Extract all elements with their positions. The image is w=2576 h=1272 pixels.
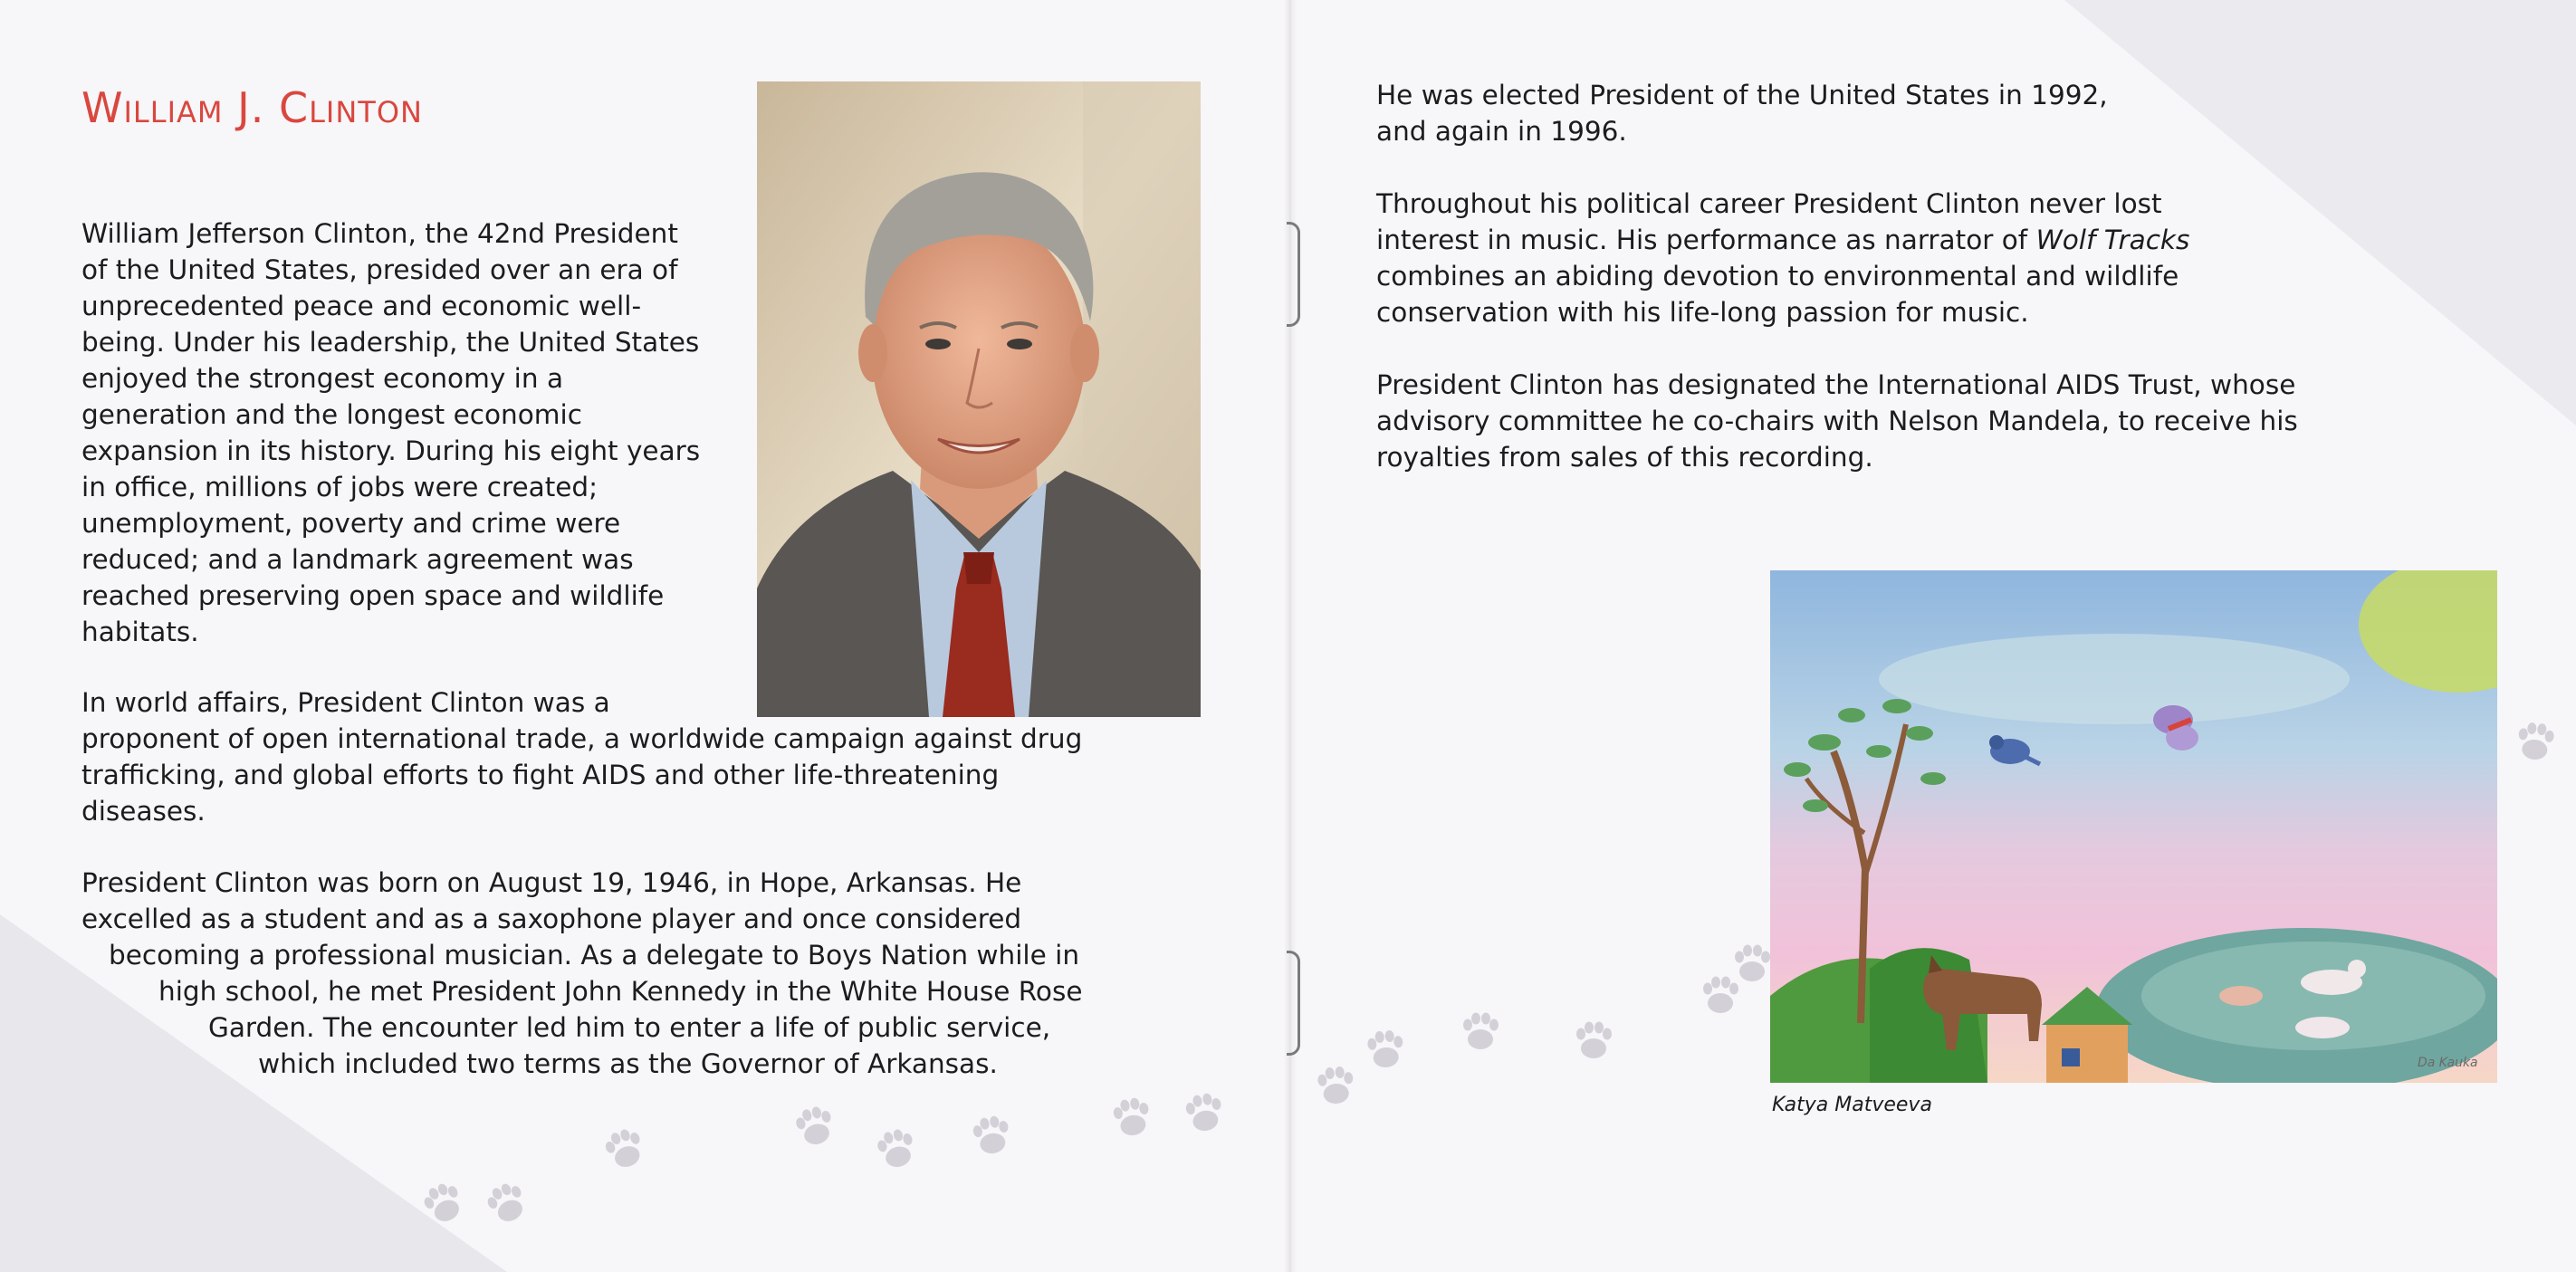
text-line: President Clinton has designated the International AIDS Trust, whose (1376, 369, 2296, 400)
text-line: Throughout his political career President Clinton never lost (1376, 188, 2162, 219)
text-line: habitats. (81, 617, 199, 647)
bio-paragraph-5 (1376, 186, 2189, 330)
text-line: reached preserving open space and wildlife (81, 580, 665, 611)
text-line: reduced; and a landmark agreement was (81, 544, 634, 575)
svg-text:Da Kauka: Da Kauka (2418, 1056, 2478, 1070)
portrait-photo (757, 81, 1201, 717)
staple-bottom (1287, 951, 1300, 1056)
painting-caption: Katya Matveeva (1772, 1094, 1932, 1116)
text-line: being. Under his leadership, the United States (81, 327, 700, 358)
text-line: trafficking, and global efforts to fight AIDS and other life-threatening (81, 760, 1000, 790)
staple-top (1287, 222, 1300, 327)
text-line: combines an abiding devotion to environmental and wildlife (1376, 261, 2179, 292)
text-line: expansion in its history. During his eight years (81, 435, 701, 466)
text-line: enjoyed the strongest economy in a (81, 363, 564, 394)
text-line: high school, he met President John Kennedy in the White House Rose (158, 976, 1083, 1007)
text-line: royalties from sales of this recording. (1376, 442, 1873, 473)
album-title: Wolf Tracks (2035, 225, 2190, 255)
text-line: in office, millions of jobs were created; (81, 472, 599, 502)
book-gutter (1284, 0, 1297, 1272)
text-line: In world affairs, President Clinton was a (81, 687, 610, 718)
text-line: becoming a professional musician. As a delegate to Boys Nation while in (109, 940, 1080, 971)
text-line: unemployment, poverty and crime were (81, 508, 621, 539)
bio-paragraph-4 (1376, 77, 2108, 149)
text-line: of the United States, presided over an era of (81, 254, 678, 285)
text-line: and again in 1996. (1376, 116, 1627, 147)
text-line: diseases. (81, 796, 206, 827)
text-line: excelled as a student and as a saxophone player and once considered (81, 904, 1022, 934)
text-line: advisory committee he co-chairs with Nelson Mandela, to receive his (1376, 406, 2298, 436)
page-title: William J. Clinton (81, 83, 423, 132)
text-line (1376, 222, 2189, 258)
text-line: William Jefferson Clinton, the 42nd President (81, 218, 678, 249)
text-line: He was elected President of the United States in 1992, (1376, 80, 2108, 110)
text-line: unprecedented peace and economic well- (81, 291, 642, 321)
text-segment: interest in music. His performance as narrator of (1376, 225, 2036, 255)
text-line: generation and the longest economic (81, 399, 582, 430)
text-line: which included two terms as the Governor of Arkansas. (258, 1048, 998, 1079)
child-painting (1770, 570, 2497, 1083)
text-line: President Clinton was born on August 19, 1946, in Hope, Arkansas. He (81, 867, 1022, 898)
bio-paragraph-1 (81, 215, 700, 650)
bio-paragraph-3 (81, 865, 1083, 1082)
text-line: Garden. The encounter led him to enter a life of public service, (208, 1012, 1051, 1043)
bio-paragraph-6 (1376, 367, 2298, 475)
text-line: proponent of open international trade, a worldwide campaign against drug (81, 723, 1083, 754)
text-line: conservation with his life-long passion for music. (1376, 297, 2029, 328)
bio-paragraph-2 (81, 684, 1082, 829)
